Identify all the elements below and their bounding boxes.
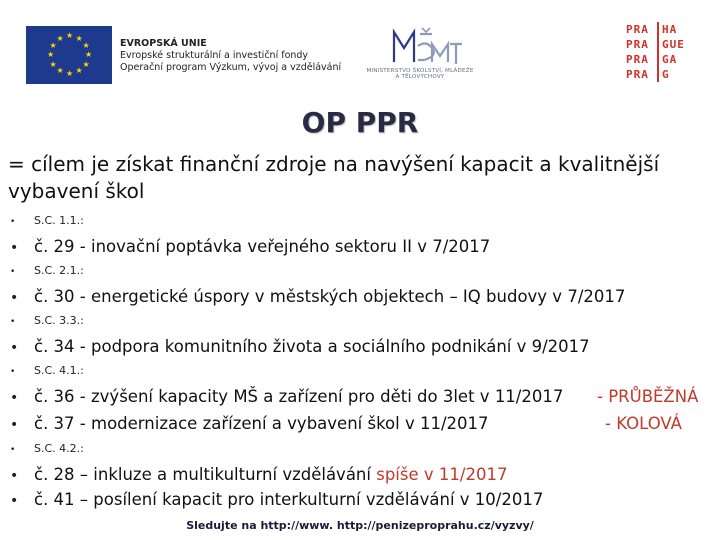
call-item <box>10 237 490 256</box>
bullet-icon: • <box>10 417 19 433</box>
item-text: č. 30 - energetické úspory v městských objektech – IQ budovy v <box>34 287 568 306</box>
section-code <box>10 442 84 455</box>
item-text: č. 34 - podpora komunitního života a sociálního podnikání v <box>34 337 532 356</box>
bullet-icon: • <box>10 217 16 227</box>
eu-logo-text <box>120 38 341 74</box>
item-text: č. 36 - zvýšení kapacity MŠ a zařízení pro děti do 3let v <box>34 387 495 406</box>
eu-star-icon: ★ <box>85 50 93 59</box>
call-item <box>10 387 563 406</box>
item-deadline: 7/2017 <box>567 287 626 306</box>
eu-logo-line1: EVROPSKÁ UNIE <box>120 38 207 49</box>
item-status: - PRŮBĚŽNÁ <box>597 387 699 406</box>
bullet-icon: • <box>10 340 19 356</box>
item-text: S.C. 4.2.: <box>34 442 84 455</box>
praha-logo-cell: G <box>657 67 691 82</box>
section-code <box>10 264 84 277</box>
item-text: S.C. 1.1.: <box>34 214 84 227</box>
bullet-icon: • <box>10 240 19 256</box>
eu-star-icon: ★ <box>49 59 57 69</box>
bullet-icon: • <box>10 493 19 509</box>
call-item <box>10 337 590 356</box>
eu-logo-line3: Operační program Výzkum, vývoj a vzdělávání <box>120 62 342 73</box>
section-code <box>10 214 84 227</box>
footer-link[interactable]: Sledujte na http://www. http://penizeproprahu.cz/vyzvy/ <box>186 519 534 532</box>
praha-logo-cell: GA <box>657 52 691 67</box>
intro-text: = cílem je získat finanční zdroje na navýšení kapacit a kvalitnější vybavení škol <box>8 152 660 203</box>
call-item <box>10 414 489 433</box>
bullet-icon: • <box>10 317 16 327</box>
item-text: č. 41 – posílení kapacit pro interkulturní vzdělávání v <box>34 490 475 509</box>
eu-flag-logo <box>26 26 112 84</box>
section-code <box>10 314 84 327</box>
call-item <box>10 490 543 509</box>
bullet-icon: • <box>10 468 19 484</box>
item-text: S.C. 4.1.: <box>34 364 84 377</box>
msmt-logo <box>362 24 478 90</box>
item-text: č. 37 - modernizace zařízení a vybavení škol v <box>34 414 420 433</box>
section-code <box>10 364 84 377</box>
item-text: č. 29 - inovační poptávka veřejného sektoru II v <box>34 237 433 256</box>
eu-star-icon: ★ <box>56 66 64 76</box>
item-deadline: 7/2017 <box>432 237 491 256</box>
item-deadline-note: spíše v 11/2017 <box>376 465 508 484</box>
praha-logo-cell: GUE <box>657 37 691 52</box>
eu-star-icon: ★ <box>66 31 74 40</box>
item-deadline: 9/2017 <box>531 337 590 356</box>
item-deadline: 11/2017 <box>494 387 564 406</box>
call-item <box>10 287 625 306</box>
item-text: S.C. 2.1.: <box>34 264 84 277</box>
item-status: - KOLOVÁ <box>605 414 682 433</box>
page-title: OP PPR <box>301 106 419 139</box>
bullet-icon: • <box>10 390 19 406</box>
eu-star-icon: ★ <box>82 40 90 50</box>
eu-star-icon: ★ <box>47 50 55 59</box>
praha-logo-cell: PRA <box>626 38 649 51</box>
bullet-icon: • <box>10 267 16 277</box>
call-item <box>10 465 507 484</box>
praha-logo-cell: PRA <box>626 23 649 36</box>
bullet-icon: • <box>10 367 16 377</box>
eu-star-icon: ★ <box>66 69 74 78</box>
praha-logo-cell: HA <box>657 22 691 37</box>
item-deadline: 11/2017 <box>419 414 489 433</box>
eu-star-icon: ★ <box>75 66 83 76</box>
item-text: S.C. 3.3.: <box>34 314 84 327</box>
praha-logo-cell: PRA <box>626 53 649 66</box>
praha-logo <box>623 22 691 84</box>
eu-star-icon: ★ <box>49 40 57 50</box>
bullet-icon: • <box>10 290 19 306</box>
eu-star-icon: ★ <box>75 33 83 43</box>
eu-star-icon: ★ <box>82 59 90 69</box>
msmt-logo-caption: MINISTERSTVO ŠKOLSTVÍ, MLÁDEŽE A TĚLOVÝCHOVY <box>366 68 474 80</box>
item-deadline: 10/2017 <box>474 490 544 509</box>
bullet-icon: • <box>10 445 16 455</box>
item-text: č. 28 – inkluze a multikulturní vzdělávání <box>34 465 377 484</box>
praha-logo-cell: PRA <box>626 68 649 81</box>
eu-logo-line2: Evropské strukturální a investiční fondy <box>120 50 309 61</box>
eu-star-icon: ★ <box>56 33 64 43</box>
